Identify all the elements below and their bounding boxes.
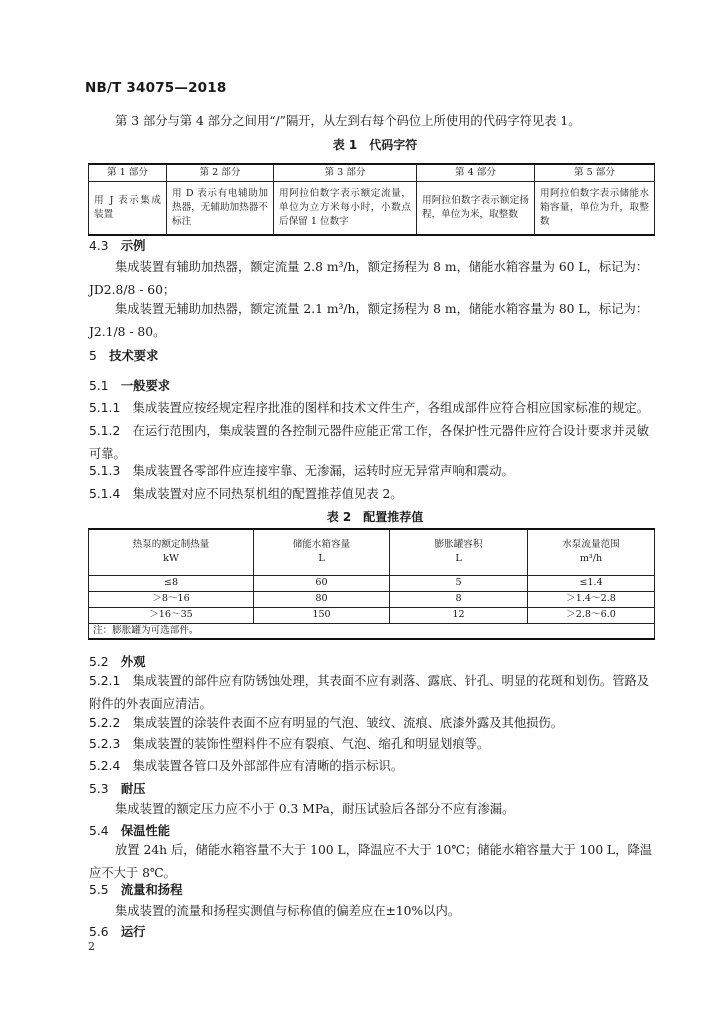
table2-header: 热泵的额定制热量 kW bbox=[89, 529, 254, 575]
table2-header: 储能水箱容量 L bbox=[254, 529, 390, 575]
section-5-heading: 5 技术要求 bbox=[89, 349, 159, 363]
section-5-5-heading: 5.5 流量和扬程 bbox=[89, 883, 183, 897]
table2-cell: ＞1.4～2.8 bbox=[528, 591, 655, 607]
table1-header: 第 5 部分 bbox=[535, 164, 655, 181]
section-5-3-heading: 5.3 耐压 bbox=[89, 782, 146, 796]
standard-header: NB/T 34075—2018 bbox=[85, 80, 227, 96]
table1-cell: 用 D 表示有电辅助加热器，无辅助加热器不标注 bbox=[167, 181, 274, 235]
clause-5-2-1: 5.2.1 集成装置的部件应有防锈蚀处理，其表面不应有剥落、露底、针孔、明显的花斑和划伤。管路及附件的外表面应清洁。 bbox=[89, 674, 650, 711]
example-paragraph-2: 集成装置无辅助加热器，额定流量 2.1 m³/h，额定扬程为 8 m，储能水箱容量为 80 L，标记为：J2.1/8 - 80。 bbox=[89, 302, 649, 339]
table2-header: 膨胀罐容积 L bbox=[390, 529, 528, 575]
table2-cell: ≤1.4 bbox=[528, 575, 655, 591]
table2-header: 水泵流量范围 m³/h bbox=[528, 529, 655, 575]
clause-5-2-4: 5.2.4 集成装置各管口及外部部件应有清晰的指示标识。 bbox=[89, 759, 404, 773]
section-5-4-text: 放置 24h 后，储能水箱容量不大于 100 L，降温应不大于 10℃；储能水箱容量大于 100 L，降温应不大于 8℃。 bbox=[89, 843, 653, 880]
table2-caption: 表 2 配置推荐值 bbox=[326, 510, 424, 524]
table1-header: 第 4 部分 bbox=[417, 164, 535, 181]
table1-header: 第 1 部分 bbox=[89, 164, 167, 181]
clause-5-1-4: 5.1.4 集成装置对应不同热泵机组的配置推荐值见表 2。 bbox=[89, 487, 403, 501]
page-number: 2 bbox=[88, 940, 95, 953]
section-5-3-text: 集成装置的额定压力应不小于 0.3 MPa，耐压试验后各部分不应有渗漏。 bbox=[115, 802, 515, 816]
clause-5-2-3: 5.2.3 集成装置的装饰性塑料件不应有裂痕、气泡、缩孔和明显划痕等。 bbox=[89, 737, 490, 751]
table1-cell: 用 J 表示集成装置 bbox=[89, 181, 167, 235]
section-5-4-heading: 5.4 保温性能 bbox=[89, 824, 171, 838]
table2-note: 注：膨胀罐为可选部件。 bbox=[89, 623, 655, 639]
clause-5-1-1: 5.1.1 集成装置应按经规定程序批准的图样和技术文件生产，各组成部件应符合相应国家标准的规定。 bbox=[89, 401, 650, 415]
configuration-table bbox=[88, 528, 655, 640]
section-5-6-heading: 5.6 运行 bbox=[89, 925, 146, 939]
intro-paragraph: 第 3 部分与第 4 部分之间用“/”隔开，从左到右每个码位上所使用的代码字符见表 1。 bbox=[115, 114, 581, 128]
clause-5-1-3: 5.1.3 集成装置各零部件应连接牢靠、无渗漏，运转时应无异常声响和震动。 bbox=[89, 464, 514, 478]
table1-cell: 用阿拉伯数字表示储能水箱容量，单位为升，取整数 bbox=[535, 181, 655, 235]
clause-5-1-2: 5.1.2 在运行范围内，集成装置的各控制元器件应能正常工作，各保护性元器件应符合设计要求并灵敏可靠。 bbox=[89, 424, 650, 461]
table1-cell: 用阿拉伯数字表示额定流量，单位为立方米每小时，小数点后保留 1 位数字 bbox=[274, 181, 417, 235]
table2-cell: 12 bbox=[390, 607, 528, 623]
table2-cell: ＞2.8～6.0 bbox=[528, 607, 655, 623]
code-character-table bbox=[88, 163, 655, 236]
table1-header: 第 3 部分 bbox=[274, 164, 417, 181]
example-paragraph-1: 集成装置有辅助加热器，额定流量 2.8 m³/h，额定扬程为 8 m，储能水箱容量为 60 L，标记为：JD2.8/8 - 60； bbox=[89, 260, 649, 297]
section-4-3-heading: 4.3 示例 bbox=[89, 239, 146, 253]
table1-caption: 表 1 代码字符 bbox=[332, 138, 418, 152]
table2-cell: ＞16～35 bbox=[89, 607, 254, 623]
table1-header: 第 2 部分 bbox=[167, 164, 274, 181]
table2-cell: 8 bbox=[390, 591, 528, 607]
table2-cell: 5 bbox=[390, 575, 528, 591]
section-5-2-heading: 5.2 外观 bbox=[89, 655, 146, 669]
table2-cell: ≤8 bbox=[89, 575, 254, 591]
table2-cell: 80 bbox=[254, 591, 390, 607]
table2-cell: 60 bbox=[254, 575, 390, 591]
section-5-1-heading: 5.1 一般要求 bbox=[89, 379, 171, 393]
clause-5-2-2: 5.2.2 集成装置的涂装件表面不应有明显的气泡、皱纹、流痕、底漆外露及其他损伤。 bbox=[89, 716, 564, 730]
section-5-5-text: 集成装置的流量和扬程实测值与标称值的偏差应在±10%以内。 bbox=[115, 904, 461, 918]
table2-cell: 150 bbox=[254, 607, 390, 623]
table2-cell: ＞8～16 bbox=[89, 591, 254, 607]
table1-cell: 用阿拉伯数字表示额定扬程，单位为米，取整数 bbox=[417, 181, 535, 235]
